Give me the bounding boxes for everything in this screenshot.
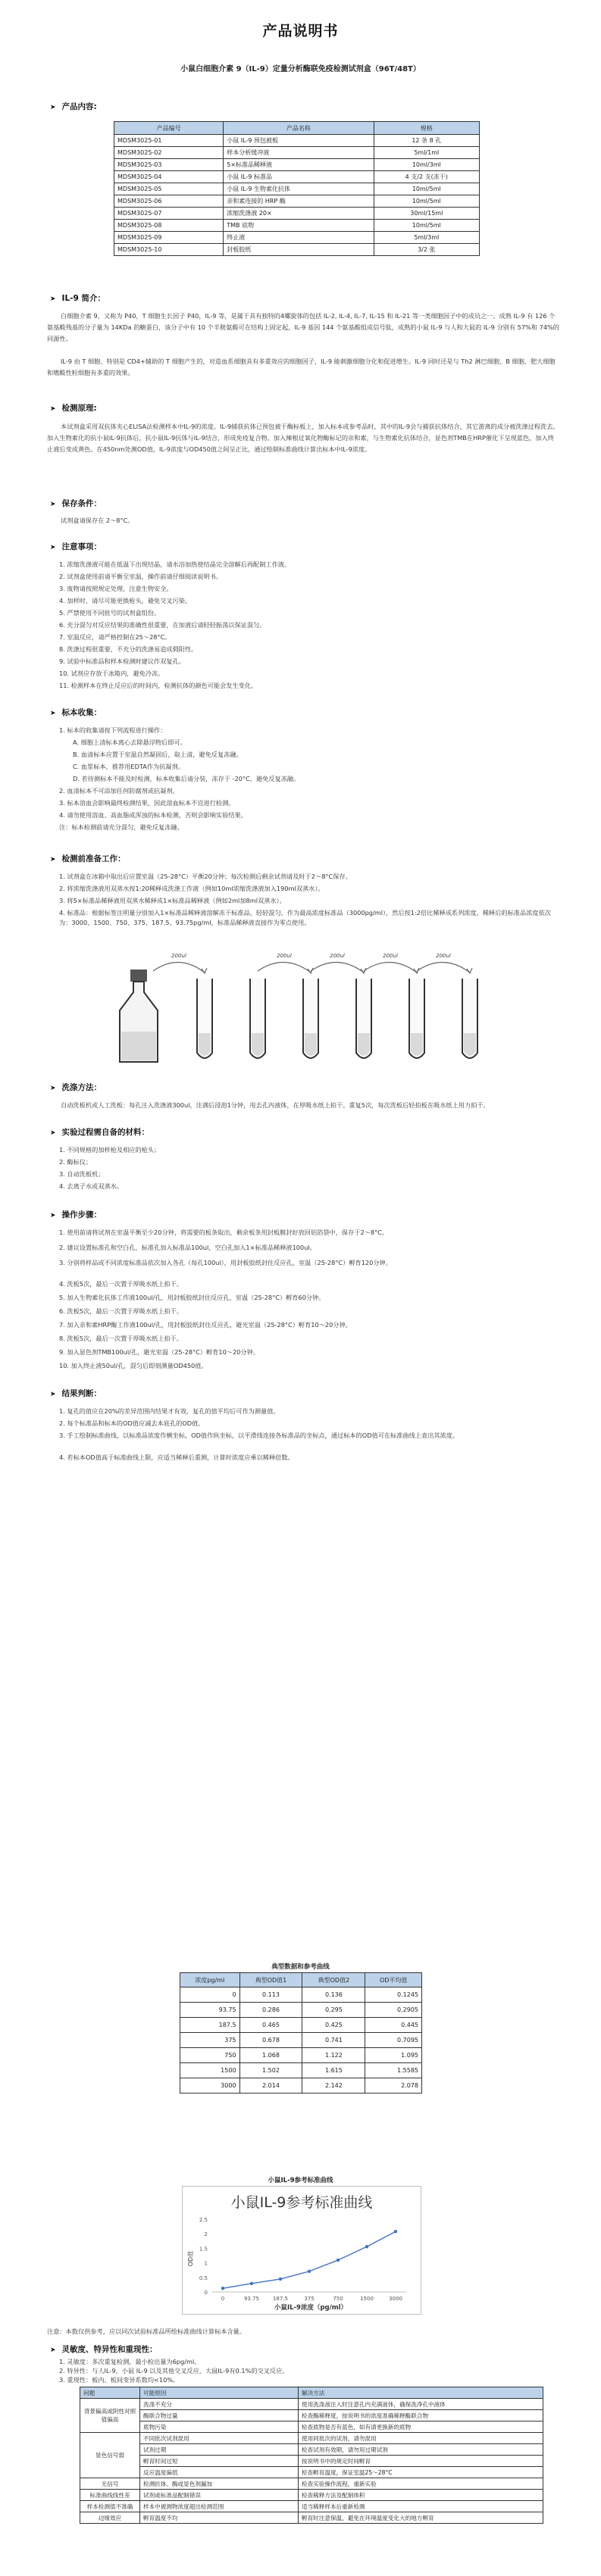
table-cell: 0.678 xyxy=(239,2033,302,2048)
list-item: 3. 将5×标准品稀释液用双蒸水稀释成1×标准品稀释液（例如2ml加8ml双蒸水）。 xyxy=(59,897,286,904)
chart-point xyxy=(221,2287,224,2290)
section-heading-contents: ➤ 产品内容: xyxy=(50,101,97,112)
list-item: 2. 特异性：与人IL-9，小鼠 IL-9 以及其他交叉反应，大鼠IL-9有0.1%的交叉反应。 xyxy=(59,2367,289,2375)
table-cell: 10ml/3ml xyxy=(374,159,479,171)
section-heading-performance: ➤ 灵敏度、特异性和重现性： xyxy=(50,2343,158,2355)
faq-solution: 检查试剂有效期，请勿用过期试剂 xyxy=(299,2444,543,2456)
faq-header: 问题 xyxy=(80,2387,140,2399)
list-item: 1. 浓缩洗涤液可能在低温下出现结晶，请水浴加热使结晶完全溶解后再配制工作液。 xyxy=(59,560,291,568)
list-item: 8. 洗涤过程很重要，不充分的洗涤易造成假阳性。 xyxy=(59,645,198,653)
arrow-head-icon xyxy=(361,968,366,973)
table-cell: 0.136 xyxy=(302,1987,365,2003)
list-item: 1. 不同规格的加样枪及相应的枪头； xyxy=(59,1146,161,1154)
table-row xyxy=(114,147,480,159)
table-row xyxy=(80,2490,543,2501)
chart-x-label: 小鼠IL-9浓度（pg/ml） xyxy=(274,2304,348,2312)
table-cell: 0.445 xyxy=(365,2018,422,2033)
tube-liquid xyxy=(252,1033,264,1056)
table-row xyxy=(180,2003,422,2018)
table-cell: MDSM3025-03 xyxy=(114,159,224,171)
table-cell: 样本分析缓冲液 xyxy=(224,147,374,159)
chart-point xyxy=(279,2278,282,2281)
section-heading-procedure: ➤ 操作步骤： xyxy=(50,1209,102,1220)
faq-problem: 标准曲线线性差 xyxy=(80,2490,140,2501)
table-cell: 93.75 xyxy=(180,2003,240,2018)
faq-solution: 检查稀释方法及配制体积 xyxy=(299,2490,543,2501)
list-item: B. 血清标本应置于室温自然凝固后，取上清，避免反复冻融。 xyxy=(73,751,243,758)
table-cell: MDSM3025-08 xyxy=(114,220,224,232)
table-row xyxy=(180,2078,422,2094)
chart-point xyxy=(365,2245,368,2248)
transfer-arrow xyxy=(153,962,205,973)
table-row xyxy=(80,2512,543,2524)
table-cell: 10ml/5ml xyxy=(374,220,479,232)
transfer-volume-label: 200ul xyxy=(171,953,186,959)
table-row xyxy=(180,2063,422,2078)
table-cell: 12 条 8 孔 xyxy=(374,135,479,147)
chart-x-tick-label: 3000 xyxy=(389,2296,402,2302)
table-cell: MDSM3025-05 xyxy=(114,183,224,195)
faq-cause: 底物污染 xyxy=(140,2421,299,2433)
table-cell: 终止液 xyxy=(224,232,374,244)
list-item: 3. 标本溶血会影响最终检测结果，因此溶血标本不宜进行检测。 xyxy=(59,799,235,807)
chart-point xyxy=(394,2230,397,2233)
list-item: 4. 若标本OD值高于标准曲线上限，应适当稀释后重测，计算时浓度应乘以稀释倍数。 xyxy=(59,1453,294,1461)
table-cell: 1.615 xyxy=(302,2063,365,2078)
list-item: 6. 充分混匀对反应结果的准确性很重要，在加液后请轻轻振荡以保证混匀。 xyxy=(59,621,266,629)
table-cell: 1.502 xyxy=(239,2063,302,2078)
table-cell: 3/2 张 xyxy=(374,244,479,256)
list-item: C. 血浆标本，推荐用EDTA作为抗凝剂。 xyxy=(73,763,184,770)
table-row xyxy=(80,2467,543,2478)
page-subtitle: 小鼠白细胞介素 9（IL-9）定量分析酶联免疫检测试剂盒（96T/48T） xyxy=(180,65,421,73)
table-cell: 10ml/5ml xyxy=(374,195,479,208)
faq-cause: 试剂或标准品配制错误 xyxy=(140,2490,299,2501)
chart-x-tick-label: 0 xyxy=(221,2296,225,2302)
faq-header: 解决方法 xyxy=(299,2387,543,2399)
table-cell: 1.068 xyxy=(239,2048,302,2063)
table-cell: 0.295 xyxy=(302,2003,365,2018)
chart-x-tick-label: 93.75 xyxy=(243,2296,260,2302)
arrow-head-icon xyxy=(202,968,207,973)
list-item: 6. 洗板5次，最后一次置于厚吸水纸上拍干。 xyxy=(59,1307,183,1315)
page-title: 产品说明书 xyxy=(262,23,339,39)
table-row xyxy=(80,2444,543,2456)
chart-y-label: OD值 xyxy=(187,2250,194,2267)
product-table-header: 产品名称 xyxy=(224,122,374,135)
table-cell: MDSM3025-07 xyxy=(114,208,224,220)
list-item: 3. 分别将样品或不同浓度标准品依次加入各孔（每孔100ul），用封板胶纸封住反应孔，室温（25-28°C）孵育120分钟。 xyxy=(59,1259,392,1266)
section-heading-wash: ➤ 洗涤方法： xyxy=(50,1082,102,1093)
tube-liquid xyxy=(199,1033,211,1056)
list-item: 1. 试剂盒在冰箱中取出后应置室温（25-28°C）平衡20分钟；每次检测后剩余试剂请及时于2～8°C保存。 xyxy=(59,873,352,880)
table-row xyxy=(114,244,480,256)
list-item: D. 若待测标本不能及时检测，标本收集后请分装，冻存于 -20°C，避免反复冻融。 xyxy=(73,775,300,782)
tube-liquid xyxy=(411,1033,423,1056)
table-cell: 5ml/1ml xyxy=(374,147,479,159)
table-cell: 10ml/5ml xyxy=(374,183,479,195)
table-cell: 小鼠 IL-9 生物素化抗体 xyxy=(224,183,374,195)
faq-cause: 检测抗体、酶或显色剂漏加 xyxy=(140,2478,299,2490)
faq-cause: 反应温度偏低 xyxy=(140,2467,299,2478)
table-cell: 1.122 xyxy=(302,2048,365,2063)
table-row xyxy=(180,2048,422,2063)
chart-point xyxy=(336,2259,340,2262)
chart-x-tick-label: 1500 xyxy=(360,2296,374,2302)
list-item: 5. 严禁使用不同批号的试剂盒组份。 xyxy=(59,609,161,617)
faq-cause: 孵育时间过短 xyxy=(140,2456,299,2467)
table-cell: 1500 xyxy=(180,2063,240,2078)
faq-solution: 检查孵育温度，保证室温25～28°C xyxy=(299,2467,543,2478)
table-row xyxy=(114,195,480,208)
list-item: 10. 加入终止液50ul/孔，混匀后即刻测量OD450值。 xyxy=(59,1362,208,1369)
table-row xyxy=(80,2478,543,2490)
table-cell: 5×标准品稀释液 xyxy=(224,159,374,171)
list-item: 9. 试验中标准品和样本检测时建议作双复孔。 xyxy=(59,657,185,665)
chart-caption: 小鼠IL-9参考标准曲线 xyxy=(268,2177,333,2184)
table-cell: MDSM3025-09 xyxy=(114,232,224,244)
table-cell: 0.741 xyxy=(302,2033,365,2048)
table-cell: 浓缩洗涤液 20× xyxy=(224,208,374,220)
chart-y-tick-label: 0.5 xyxy=(199,2275,208,2281)
standard-curve-chart xyxy=(182,2186,421,2315)
intro-paragraph: IL-9 由 T 细胞、特别是 CD4+辅助的 T 细胞产生的，对造血系细胞具有多重效应的细胞因子，IL-9 能刺激细胞分化和促进增生。IL-9 同时还是与 Th2 淋巴细胞、B 细胞、肥大细胞和嗜酸性粒细胞有多重的效果。 xyxy=(47,358,556,376)
transfer-volume-label: 200ul xyxy=(383,953,398,959)
list-item: 10. 试剂应存放于冰箱内，避免冷冻。 xyxy=(59,670,164,677)
list-item: 注：标本检测前请充分混匀，避免反复冻融。 xyxy=(59,823,183,831)
faq-solution: 按说明书中的规定时间孵育 xyxy=(299,2456,543,2467)
table-row xyxy=(114,183,480,195)
wash-text: 自动洗板机或人工洗板：每孔注入洗涤液300ul，注满后浸泡1分钟，甩去孔内液体，在厚吸水纸上拍干。重复5次，每次洗板后轻拍板在吸水纸上用力拍干。 xyxy=(61,1101,490,1109)
arrow-head-icon xyxy=(308,968,313,973)
table-cell: 小鼠 IL-9 标准品 xyxy=(224,171,374,183)
chart-point xyxy=(250,2282,253,2285)
transfer-volume-label: 200ul xyxy=(436,953,451,959)
stock-bottle-icon xyxy=(120,970,158,1062)
faq-solution: 使用洗涤液注入时注意孔内充满液体，确保洗净孔中液体 xyxy=(299,2399,543,2410)
table-row xyxy=(114,135,480,147)
faq-solution: 适当稀释样本后重新检测 xyxy=(299,2501,543,2512)
section-heading-intro: ➤ IL-9 简介： xyxy=(50,292,105,304)
list-item: 4. 标准品：根据标签注明量分别加入1×标准品稀释液溶解冻干标准品，轻轻混匀，作为最高浓度标准品（3000pg/ml），然后按1:2倍比稀释成系列浓度，稀释后的标准品浓度依次为：3000、1500、750、375、187.5、93.75pg/ml，标准品稀释液直接作为零点使用。 xyxy=(59,909,551,926)
list-item: 2. 酶标仪； xyxy=(59,1158,92,1166)
table-row xyxy=(180,1987,422,2003)
list-item: 4. 去离子水或双蒸水。 xyxy=(59,1182,124,1190)
faq-cause: 样本中被测物浓度超出检测范围 xyxy=(140,2501,299,2512)
table-cell: 0.425 xyxy=(302,2018,365,2033)
table-cell: 2.142 xyxy=(302,2078,365,2094)
chart-x-tick-label: 750 xyxy=(333,2296,343,2302)
table-cell: 2.078 xyxy=(365,2078,422,2094)
std-table-header: 典型OD值2 xyxy=(302,1973,365,1987)
faq-cause: 试剂过期 xyxy=(140,2444,299,2456)
table-cell: 1.095 xyxy=(365,2048,422,2063)
table-row xyxy=(80,2501,543,2512)
faq-solution: 检查底物是否有蓝色，如有请更换新的底物 xyxy=(299,2421,543,2433)
table-row xyxy=(114,232,480,244)
table-row xyxy=(80,2399,543,2410)
section-heading-principle: ➤ 检测原理: xyxy=(50,402,97,414)
standard-data-table xyxy=(180,1972,422,2094)
intro-paragraph: 白细胞介素 9，又称为 P40，T 细胞生长因子 P40，IL-9 等，是属于具有独特的4螺旋体的包括 IL-2, IL-4, IL-7, IL-15 和 IL-21 等一类细胞因子中的成员之一。成熟 IL-9 有 126 个氨基酸残基的分子量为 14KDa 的糖蛋白，该分子中有 10 个半胱氨酸可在结构上固定起，IL-9 基因 144 个氨基酸组成信号肽，成熟的小鼠 IL-9 与人和大鼠的 IL-9 分别有 57%和 74%的同源性。 xyxy=(47,312,559,342)
table-cell: 2.014 xyxy=(239,2078,302,2094)
table-cell: 0.286 xyxy=(239,2003,302,2018)
faq-problem: 无信号 xyxy=(80,2478,140,2490)
table-cell: TMB 底物 xyxy=(224,220,374,232)
list-item: 7. 加入亲和素HRP酶工作液100ul/孔，用封板胶纸封住反应孔，避光室温（25-28°C）孵育10～20分钟。 xyxy=(59,1321,352,1329)
std-table-header: OD平均值 xyxy=(365,1973,422,1987)
dilution-tubes xyxy=(153,953,477,1058)
transfer-arrow xyxy=(417,962,470,973)
table-cell: MDSM3025-02 xyxy=(114,147,224,159)
list-item: 2. 血清标本不可添加任何防腐剂或抗凝剂。 xyxy=(59,787,179,795)
list-item: 2. 将浓缩洗涤液用双蒸水按1:20稀释成洗涤工作液（例如10ml浓缩洗涤液加入190ml双蒸水）。 xyxy=(59,885,324,892)
section-heading-results: ➤ 结果判断： xyxy=(50,1388,102,1399)
table-row xyxy=(180,2033,422,2048)
transfer-arrow xyxy=(311,962,364,973)
faq-header: 可能原因 xyxy=(140,2387,299,2399)
list-item: 1. 标本的收集请按下列流程进行操作： xyxy=(59,726,167,734)
table-cell: 4 支/2 支(冻干) xyxy=(374,171,479,183)
table-cell: 0 xyxy=(180,1987,240,2003)
table-row xyxy=(80,2456,543,2467)
table-cell: 1.5585 xyxy=(365,2063,422,2078)
list-item: 7. 室温反应，请严格控制在25～28°C。 xyxy=(59,633,171,641)
table-row xyxy=(80,2433,543,2444)
list-item: 1. 复孔的值应在20%的差异范围内结果才有效，复孔的值平均后可作为测量值。 xyxy=(59,1407,280,1415)
table-cell: 5ml/3ml xyxy=(374,232,479,244)
faq-problem: 背景偏高或阴性对照值偏高 xyxy=(80,2399,140,2433)
table-cell: 187.5 xyxy=(180,2018,240,2033)
transfer-arrow xyxy=(364,962,417,973)
product-table-header: 产品编号 xyxy=(114,122,224,135)
list-item: 8. 洗板5次，最后一次置于厚吸水纸上拍干。 xyxy=(59,1335,183,1342)
table-cell: 30ml/15ml xyxy=(374,208,479,220)
chart-y-tick-label: 0 xyxy=(204,2290,208,2296)
troubleshooting-table xyxy=(80,2387,543,2524)
faq-cause: 洗涤不充分 xyxy=(140,2399,299,2410)
table-row xyxy=(180,2018,422,2033)
table-cell: MDSM3025-06 xyxy=(114,195,224,208)
list-item: A. 细胞上清标本离心去除悬浮物后即可。 xyxy=(73,738,186,746)
list-item: 3. 重现性：板内、板间变异系数均<10%。 xyxy=(59,2376,180,2384)
table-row xyxy=(114,171,480,183)
section-heading-storage: ➤ 保存条件： xyxy=(50,498,102,509)
faq-cause: 酶联合物过量 xyxy=(140,2410,299,2421)
faq-problem: 样本检测值不准确 xyxy=(80,2501,140,2512)
list-item: 9. 加入显色剂TMB100ul/孔，避光室温（25-28°C）孵育10～20分钟。 xyxy=(59,1348,259,1356)
chart-title: 小鼠IL-9参考标准曲线 xyxy=(230,2194,373,2211)
table-cell: MDSM3025-01 xyxy=(114,135,224,147)
chart-y-tick-label: 2 xyxy=(204,2231,208,2238)
list-item: 4. 加样时，请尽可能更换枪头，避免交叉污染。 xyxy=(59,597,192,604)
chart-y-tick-label: 2.5 xyxy=(199,2217,208,2223)
list-item: 3. 手工绘制标准曲线，以标准品浓度作横坐标，OD值作纵坐标，以平滑线连接各标准品的坐标点，通过标本的OD值可在标准曲线上查出其浓度。 xyxy=(59,1432,459,1439)
faq-solution: 检查酶稀释度，按说明书的浓度准确稀释酶联合物 xyxy=(299,2410,543,2421)
table-row xyxy=(80,2410,543,2421)
list-item: 2. 试剂盒使用前请平衡至室温，操作前请仔细阅读说明书。 xyxy=(59,573,223,580)
list-item: 1. 使用前请将试剂在室温平衡至少20分钟，将需要的板条取出，剩余板条用封板膜封好放回铝箔袋中，保存于2～8°C。 xyxy=(59,1229,389,1236)
table-cell: 750 xyxy=(180,2048,240,2063)
chart-y-tick-label: 1 xyxy=(204,2260,208,2267)
section-heading-prep: ➤ 检测前准备工作： xyxy=(50,853,126,864)
chart-y-tick-label: 1.5 xyxy=(199,2246,208,2253)
section-heading-materials: ➤ 实验过程需自备的材料： xyxy=(50,1126,149,1138)
list-item: 11. 检测样本在终止反应后的时间内，检测抗体的颜色可能会发生变化。 xyxy=(59,682,258,689)
table-cell: 0.113 xyxy=(239,1987,302,2003)
table-cell: 375 xyxy=(180,2033,240,2048)
table-cell: MDSM3025-10 xyxy=(114,244,224,256)
faq-problem: 显色信号弱 xyxy=(80,2433,140,2478)
chart-note: 注意：本数仅供参考，应以同次试验标准品所绘标准曲线计算标本含量。 xyxy=(47,2328,246,2335)
list-item: 1. 灵敏度：多次重复检测，最小检出量为6pg/ml。 xyxy=(59,2358,201,2365)
table-cell: 0.1245 xyxy=(365,1987,422,2003)
table-cell: 3000 xyxy=(180,2078,240,2094)
chart-x-tick-label: 187.5 xyxy=(272,2296,289,2302)
std-table-title: 典型数据和参考曲线 xyxy=(271,1963,330,1971)
list-item: 5. 加入生物素化抗体工作液100ul/孔，用封板胶纸封住反应孔，室温（25-28°C）孵育60分钟。 xyxy=(59,1294,325,1301)
table-cell: MDSM3025-04 xyxy=(114,171,224,183)
faq-solution: 检查实验操作流程，重新实验 xyxy=(299,2478,543,2490)
principle-paragraph: 本试剂盒采用双抗体夹心ELISA法检测样本中IL-9的浓度。IL-9捕获抗体已预包被于酶标板上，加入标本或参考品时，其中的IL-9会与捕获抗体结合，其它游离的成分被洗涤过程洗去。加入生物素化的抗小鼠IL-9抗体后，抗小鼠IL-9抗体与IL-9结合，形成免疫复合物。加入辣根过氧化物酶标记的亲和素，与生物素化抗体结合，显色剂TMB在HRP催化下呈现蓝色，加入终止液后变成黄色。在450nm处测OD值，IL-9浓度与OD450值之间呈正比，通过绘制标准曲线计算出标本中IL-9浓度。 xyxy=(47,423,559,453)
table-cell: 封板胶纸 xyxy=(224,244,374,256)
transfer-volume-label: 200ul xyxy=(277,953,292,959)
transfer-volume-label: 200ul xyxy=(330,953,345,959)
list-item: 2. 每个标准品和标本的OD值应减去本底孔的OD值。 xyxy=(59,1419,205,1427)
table-cell: 0.465 xyxy=(239,2018,302,2033)
dilution-diagram xyxy=(114,948,493,1069)
list-item: 4. 洗板5次，最后一次置于厚吸水纸上拍干。 xyxy=(59,1280,183,1288)
product-table xyxy=(114,121,480,256)
chart-point xyxy=(308,2270,311,2273)
section-heading-collection: ➤ 标本收集： xyxy=(50,707,102,718)
list-item: 3. 自动洗板机； xyxy=(59,1170,105,1178)
table-cell: 亲和素连接的 HRP 酶 xyxy=(224,195,374,208)
std-table-header: 浓度pg/ml xyxy=(180,1973,240,1987)
arrow-head-icon xyxy=(467,968,472,973)
faq-solution: 使用同批次的试剂，请勿混用 xyxy=(299,2433,543,2444)
section-heading-notes: ➤ 注意事项： xyxy=(50,541,102,552)
chart-x-tick-label: 375 xyxy=(304,2296,315,2302)
faq-solution: 孵育时注意保温，避免在环境温度变化大的地方孵育 xyxy=(299,2512,543,2524)
tube-liquid xyxy=(305,1033,317,1056)
tube-liquid xyxy=(358,1033,370,1056)
table-row xyxy=(114,159,480,171)
storage-text: 试剂盒请保存在 2～8°C。 xyxy=(61,517,134,524)
list-item: 4. 请勿使用溶血、高血脂或浑浊的标本检测，否则会影响实验结果。 xyxy=(59,811,247,819)
list-item: 3. 废物请按照规定处理，注意生物安全。 xyxy=(59,585,173,592)
std-table-header: 典型OD值1 xyxy=(239,1973,302,1987)
faq-cause: 不同批次试剂混用 xyxy=(140,2433,299,2444)
list-item: 2. 建议设置标准孔和空白孔，标准孔加入标准品100ul，空白孔加入1×标准品稀释液100ul。 xyxy=(59,1244,316,1251)
table-cell: 0.7095 xyxy=(365,2033,422,2048)
table-cell: 0.2905 xyxy=(365,2003,422,2018)
table-row xyxy=(80,2421,543,2433)
table-row xyxy=(114,220,480,232)
faq-cause: 孵育温度不均 xyxy=(140,2512,299,2524)
tube-liquid xyxy=(464,1033,476,1056)
faq-problem: 边缘效应 xyxy=(80,2512,140,2524)
transfer-arrow xyxy=(258,962,311,973)
table-cell: 小鼠 IL-9 预包被板 xyxy=(224,135,374,147)
table-row xyxy=(114,208,480,220)
product-table-header: 规格 xyxy=(374,122,479,135)
arrow-head-icon xyxy=(414,968,419,973)
